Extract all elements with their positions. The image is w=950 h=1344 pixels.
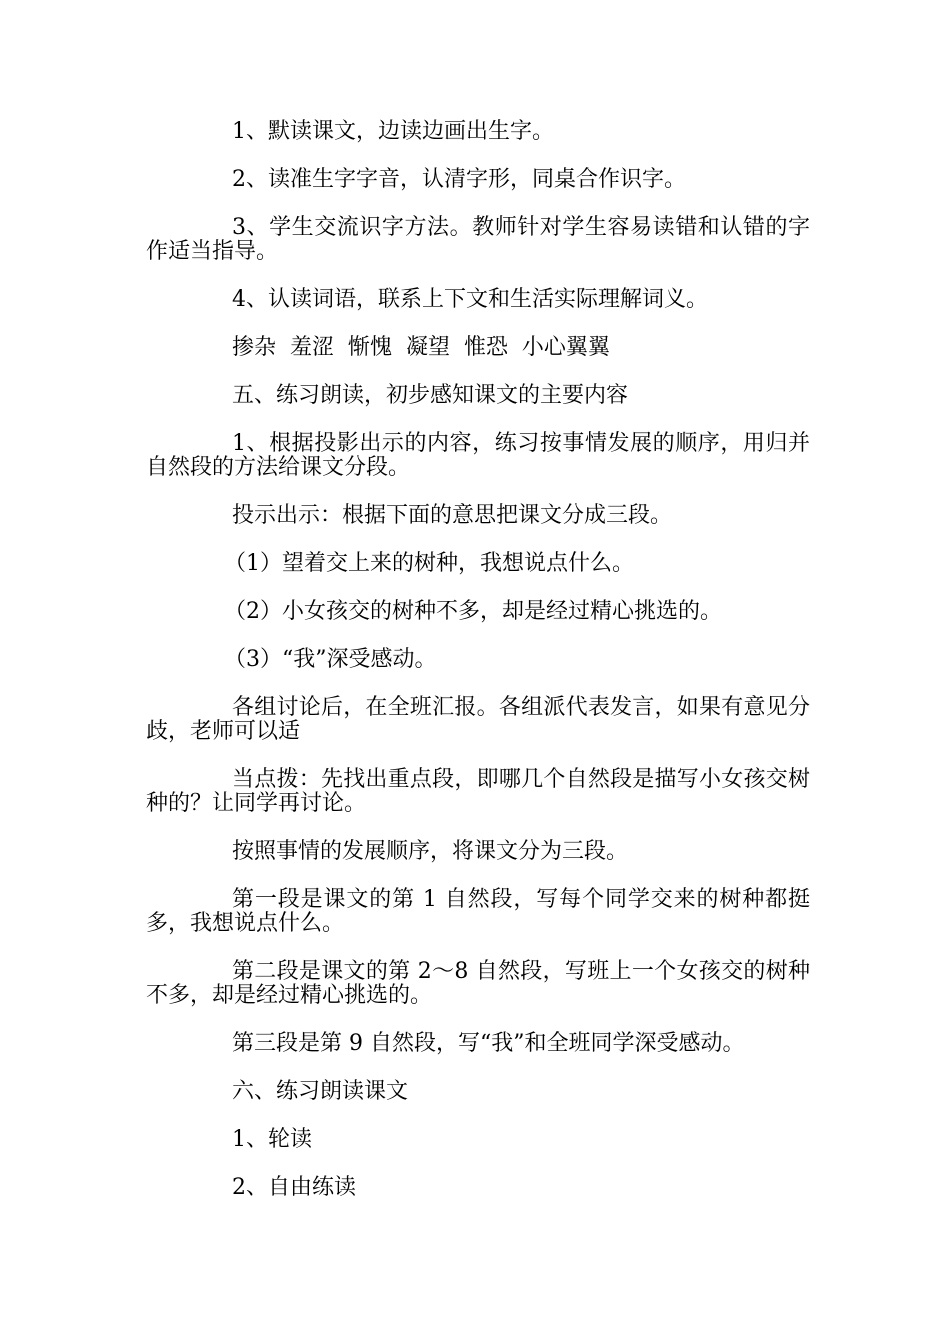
paragraph: 4、认读词语，联系上下文和生活实际理解词义。 bbox=[232, 287, 708, 312]
list-item: 1、轮读 bbox=[232, 1127, 312, 1152]
paragraph: 第二段是课文的第 2～8 自然段，写班上一个女孩交的树种不多，却是经过精心挑选的。 bbox=[146, 959, 810, 1008]
section-heading: 六、练习朗读课文 bbox=[232, 1079, 409, 1104]
section-heading: 五、练习朗读，初步感知课文的主要内容 bbox=[232, 383, 629, 408]
document-body bbox=[146, 120, 810, 1200]
paragraph: 3、学生交流识字方法。教师针对学生容易读错和认错的字作适当指导。 bbox=[146, 215, 810, 264]
paragraph: 按照事情的发展顺序，将课文分为三段。 bbox=[232, 839, 629, 864]
list-item: （2）小女孩交的树种不多，却是经过精心挑选的。 bbox=[224, 599, 722, 624]
paragraph: 投示出示：根据下面的意思把课文分成三段。 bbox=[232, 503, 673, 528]
paragraph: 2、读准生字字音，认清字形，同桌合作识字。 bbox=[232, 167, 686, 192]
paragraph: 第一段是课文的第 1 自然段，写每个同学交来的树种都挺多，我想说点什么。 bbox=[146, 887, 810, 936]
paragraph: 第三段是第 9 自然段，写“我”和全班同学深受感动。 bbox=[232, 1031, 745, 1056]
vocabulary-line: 掺杂 羞涩 惭愧 凝望 惟恐 小心翼翼 bbox=[232, 335, 610, 360]
paragraph: 当点拨：先找出重点段，即哪几个自然段是描写小女孩交树种的？让同学再讨论。 bbox=[146, 767, 810, 816]
paragraph: 1、默读课文，边读边画出生字。 bbox=[232, 119, 554, 144]
list-item: 2、自由练读 bbox=[232, 1175, 356, 1200]
paragraph: 1、根据投影出示的内容，练习按事情发展的顺序，用归并自然段的方法给课文分段。 bbox=[146, 431, 810, 480]
list-item: （1）望着交上来的树种，我想说点什么。 bbox=[224, 551, 634, 576]
list-item: （3）“我”深受感动。 bbox=[224, 647, 437, 672]
paragraph: 各组讨论后，在全班汇报。各组派代表发言，如果有意见分歧，老师可以适 bbox=[146, 695, 810, 744]
